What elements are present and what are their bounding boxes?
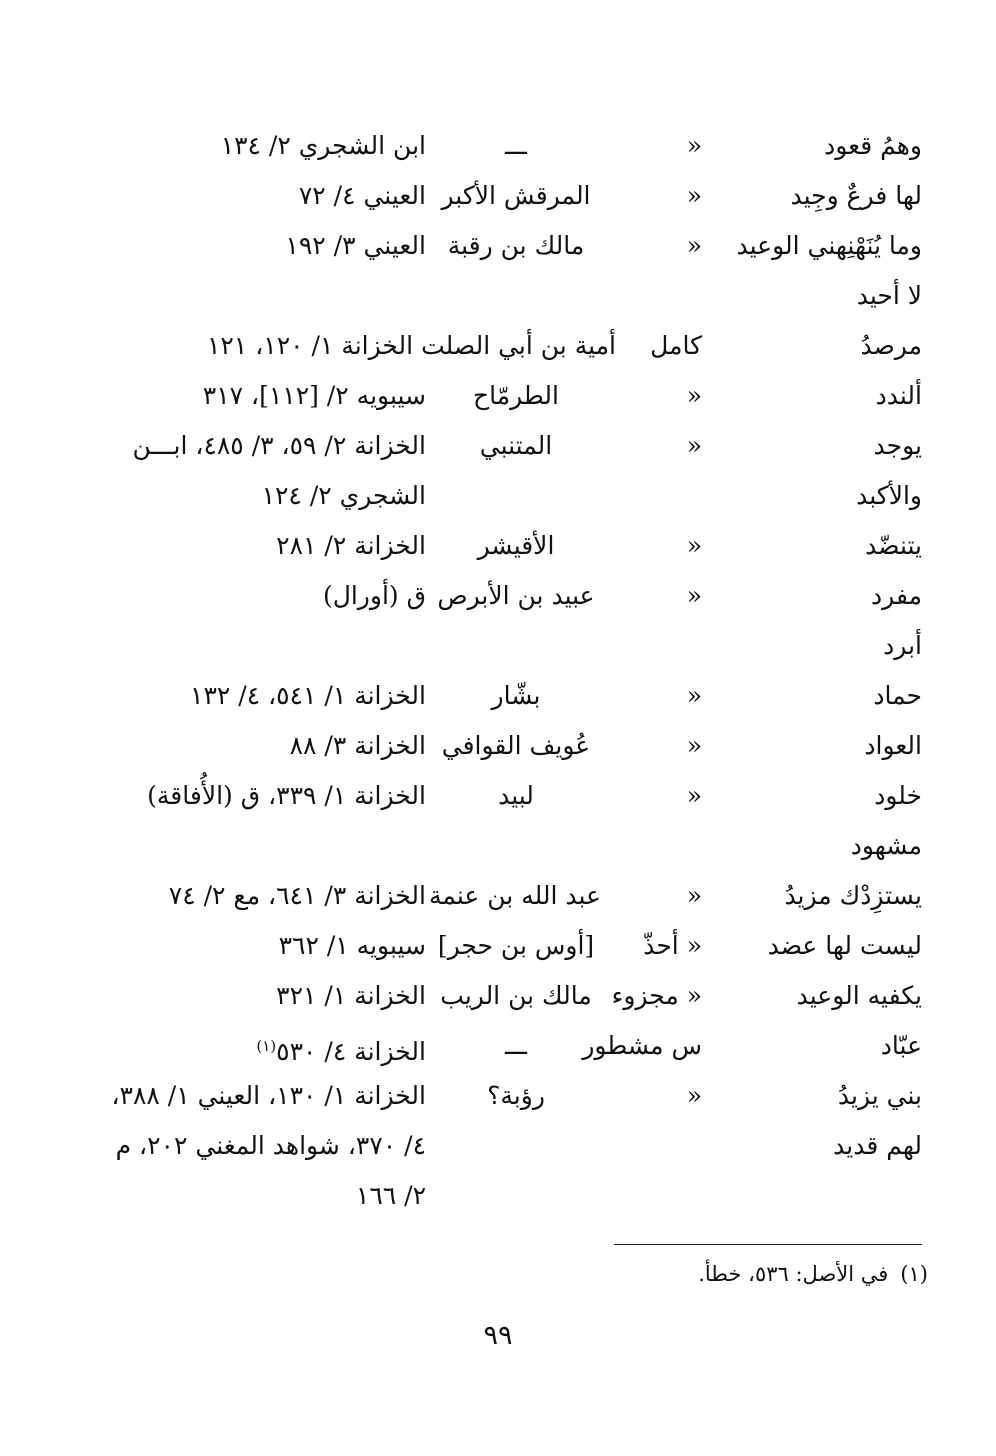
meter: « (686, 381, 702, 410)
source: الخزانة ٣/ ٦٤١، مع ٢/ ٧٤ (168, 881, 426, 910)
table-row (0, 572, 996, 620)
source: ٤/ ٣٧٠، شواهد المغني ٢٠٢، م (115, 1131, 426, 1160)
poet: مالك بن الريب (440, 981, 592, 1010)
meter: « (686, 881, 702, 910)
poet: بشّار (491, 681, 541, 710)
rhyme-word: لا أحيد (856, 281, 922, 310)
rhyme-word: وهمُ قعود (824, 131, 922, 160)
footnote (328, 1256, 928, 1292)
source-text: الخزانة ٤/ ٥٣٠ (276, 1037, 426, 1066)
source: ابن الشجري ٢/ ١٣٤ (220, 131, 426, 160)
source: ٢/ ١٦٦ (355, 1181, 426, 1210)
meter: س مشطور (582, 1031, 702, 1060)
table-row (0, 822, 996, 870)
meter: « (686, 181, 702, 210)
rhyme-word: لهم قديد (833, 1131, 922, 1160)
source: العيني ٣/ ١٩٢ (285, 231, 426, 260)
rhyme-word: عبّاد (880, 1031, 922, 1060)
source: الخزانة ١/ ٣٣٩، ق (الأُفاقة) (147, 781, 426, 810)
rhyme-word: مرصدُ (860, 331, 922, 360)
rhyme-word: لها فرعٌ وجِيد (790, 181, 922, 210)
table-row (0, 422, 996, 470)
source: الخزانة ٢/ ٢٨١ (276, 531, 426, 560)
footnote-reference[interactable]: (١) (256, 1037, 277, 1055)
table-row (0, 672, 996, 720)
meter: « (686, 431, 702, 460)
source: الخزانة ١/ ١٣٠، العيني ١/ ٣٨٨، (111, 1081, 426, 1110)
meter: « (686, 231, 702, 260)
poet: عبيد بن الأبرص (437, 581, 595, 610)
poet: رؤبة؟ (487, 1081, 545, 1110)
table-row (0, 922, 996, 970)
table-row (0, 1172, 996, 1220)
rhyme-word: يتنضّد (865, 531, 922, 560)
source: الخزانة ٣/ ٨٨ (289, 731, 426, 760)
source: سيبويه ٢/ [١١٢]، ٣١٧ (202, 381, 426, 410)
rhyme-word: ليست لها عضد (767, 931, 922, 960)
meter: « (686, 531, 702, 560)
meter: « (686, 681, 702, 710)
poet: لبيد (498, 781, 534, 810)
rhyme-word: يكفيه الوعيد (796, 981, 922, 1010)
table-row (0, 1072, 996, 1120)
table-row (0, 1122, 996, 1170)
table-row (0, 472, 996, 520)
rhyme-word: بني يزيدُ (837, 1081, 922, 1110)
rhyme-word: حماد (873, 681, 922, 710)
meter: « (686, 781, 702, 810)
source: الخزانة ١/ ٥٤١، ٤/ ١٣٢ (190, 681, 426, 710)
rhyme-word: يستزِدْك مزيدُ (784, 881, 922, 910)
source: الخزانة ١/ ٣٢١ (276, 981, 426, 1010)
poet: [أوس بن حجر] (437, 931, 595, 960)
rhyme-word: والأكبد (856, 481, 922, 510)
source (6, 1022, 426, 1076)
rhyme-word: وما يُنَهْنِهني الوعيد (736, 231, 922, 260)
table-row (0, 1022, 996, 1070)
source: الشجري ٢/ ١٢٤ (261, 481, 426, 510)
poet: عُويف القوافي (441, 731, 591, 760)
poet: المتنبي (479, 431, 553, 460)
table-row (0, 372, 996, 420)
source: الخزانة ٢/ ٥٩، ٣/ ٤٨٥، ابـــن (132, 431, 426, 460)
rhyme-word: مشهود (850, 831, 922, 860)
meter: « (686, 131, 702, 160)
poet: عبد الله بن عنمة (429, 881, 601, 910)
rhyme-word: مفرد (871, 581, 922, 610)
rhyme-word: العواد (864, 731, 922, 760)
table-row (0, 772, 996, 820)
footnote-mark: (١) (900, 1262, 928, 1286)
poet: ـــ (505, 1031, 527, 1060)
source: سيبويه ١/ ٣٦٢ (278, 931, 426, 960)
table-row (0, 722, 996, 770)
meter: « (686, 1081, 702, 1110)
page-number: ٩٩ (483, 1320, 513, 1351)
table-row (0, 872, 996, 920)
meter: « (686, 731, 702, 760)
source: ق (أورال) (322, 581, 426, 610)
poet: مالك بن رقبة (447, 231, 585, 260)
poet: الأقيشر (477, 531, 555, 560)
rhyme-word: ألندد (875, 381, 922, 410)
footnote-divider (614, 1244, 922, 1245)
table-row (0, 222, 996, 270)
poet: المرقش الأكبر (441, 181, 591, 210)
table-row (0, 522, 996, 570)
meter: « (686, 581, 702, 610)
poet-and-source: أمية بن أبي الصلت الخزانة ١/ ١٢٠، ١٢١ (206, 331, 616, 360)
table-row (0, 972, 996, 1020)
table-row (0, 122, 996, 170)
source: العيني ٤/ ٧٢ (298, 181, 426, 210)
table-row (0, 322, 996, 370)
rhyme-word: يوجد (873, 431, 922, 460)
meter: « مجزوء (611, 981, 702, 1010)
table-row (0, 172, 996, 220)
table-row (0, 622, 996, 670)
meter: كامل (650, 331, 702, 360)
footnote-text: في الأصل: ٥٣٦، خطأ. (698, 1262, 889, 1286)
poet: ـــ (505, 131, 527, 160)
rhyme-word: خلود (874, 781, 922, 810)
table-row (0, 272, 996, 320)
poet: الطرمّاح (472, 381, 559, 410)
rhyme-word: أبرد (883, 631, 922, 660)
meter: « أحذّ (643, 931, 702, 960)
